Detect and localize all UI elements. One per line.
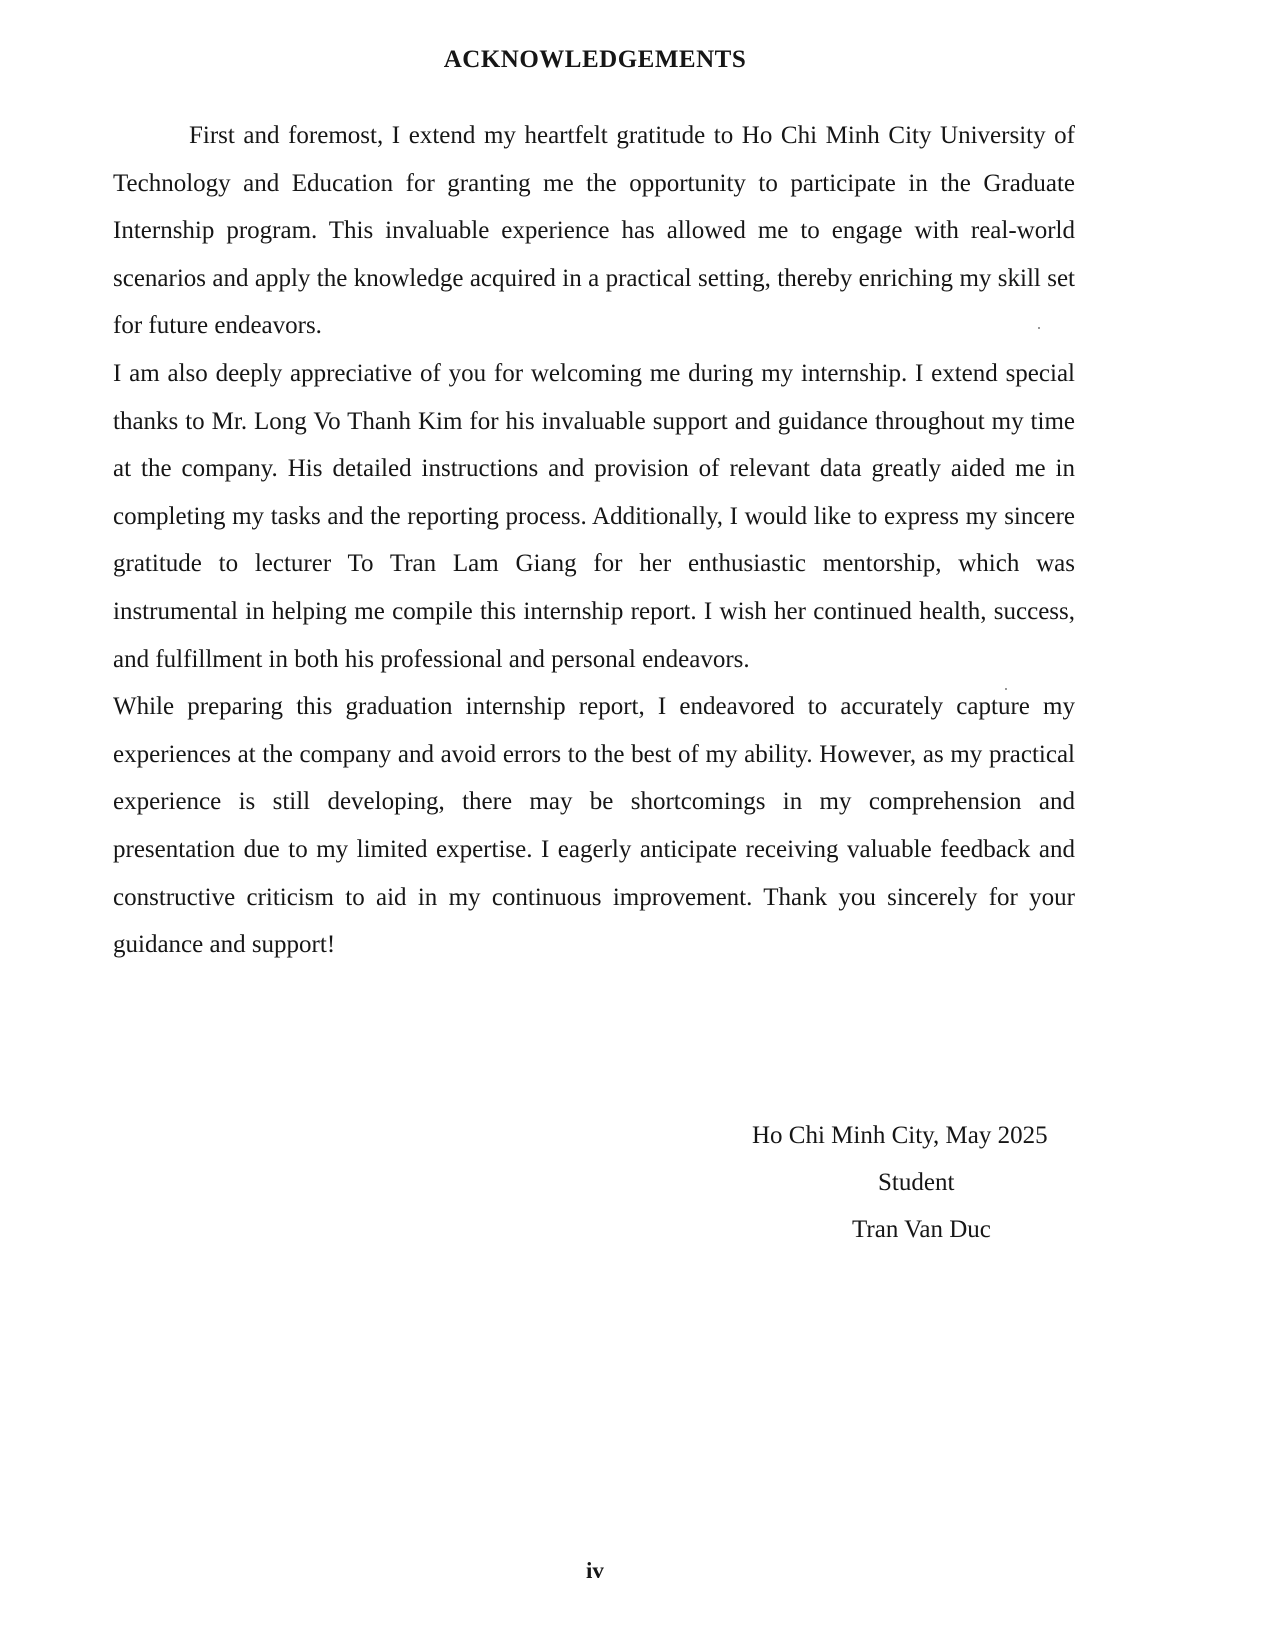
page-number: iv	[586, 1558, 604, 1583]
page-title: ACKNOWLEDGEMENTS	[443, 46, 747, 73]
signature-place-date: Ho Chi Minh City, May 2025	[752, 1122, 1048, 1149]
paragraph-thanks-mentors: I am also deeply appreciative of you for welcoming me during my internship. I extend special thanks to Mr. Long Vo Thanh Kim for his invaluable support and guidance throughout my time at the company. His detailed instructions and provision of relevant data greatly aided me in completing my tasks and the reporting process. Additionally, I would like to express my sincere gratitude to lecturer To Tran Lam Giang for her enthusiastic mentorship, which was instrumental in helping me compile this internship report. I wish her continued health, success, and fulfillment in both his professional and personal endeavors.	[113, 359, 1075, 673]
scan-speck	[1005, 688, 1007, 690]
paragraph-gratitude-university: First and foremost, I extend my heartfelt gratitude to Ho Chi Minh City University of Technology and Education for granting me the opportunity to participate in the Graduate Internship program. This invaluable experience has allowed me to engage with real-world scenarios and apply the knowledge acquired in a practical setting, thereby enriching my skill set for future endeavors.	[113, 122, 1075, 340]
signature-role: Student	[878, 1169, 955, 1196]
acknowledgement-body	[113, 112, 1075, 969]
paragraph-report-preparation: While preparing this graduation internship report, I endeavored to accurately capture my experiences at the company and avoid errors to the best of my ability. However, as my practical experience is still developing, there may be shortcomings in my comprehension and presentation due to my limited expertise. I eagerly anticipate receiving valuable feedback and constructive criticism to aid in my continuous improvement. Thank you sincerely for your guidance and support!	[113, 693, 1075, 959]
scan-speck	[1038, 327, 1040, 329]
signature-name: Tran Van Duc	[852, 1216, 991, 1243]
